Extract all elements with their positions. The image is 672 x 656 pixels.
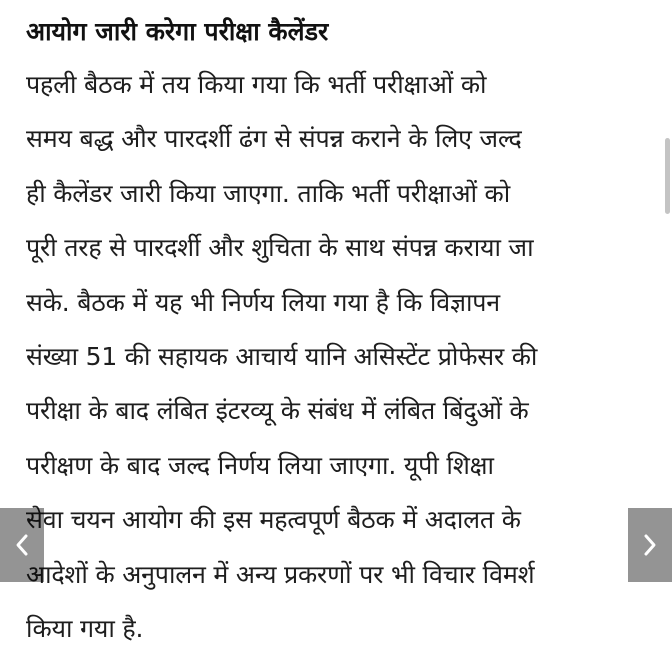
- article-line: परीक्षण के बाद जल्द निर्णय लिया जाएगा. यूपी शिक्षा: [26, 450, 494, 480]
- article: [26, 0, 654, 656]
- article-line: समय बद्ध और पारदर्शी ढंग से संपन्न कराने के लिए जल्द: [26, 124, 522, 154]
- article-heading: आयोग जारी करेगा परीक्षा कैलेंडर: [26, 17, 329, 46]
- article-line: संख्या 51 की सहायक आचार्य यानि असिस्टेंट प्रोफेसर की: [26, 342, 538, 372]
- article-line: पूरी तरह से पारदर्शी और शुचिता के साथ संपन्न कराया जा: [26, 233, 534, 263]
- article-line: किया गया है.: [26, 614, 144, 644]
- article-line: ही कैलेंडर जारी किया जाएगा. ताकि भर्ती परीक्षाओं को: [26, 178, 511, 208]
- article-line: पहली बैठक में तय किया गया कि भर्ती परीक्षाओं को: [26, 70, 487, 99]
- article-line: परीक्षा के बाद लंबित इंटरव्यू के संबंध में लंबित बिंदुओं के: [26, 396, 529, 426]
- article-line: सके. बैठक में यह भी निर्णय लिया गया है कि विज्ञापन: [26, 287, 500, 317]
- article-line: सेवा चयन आयोग की इस महत्वपूर्ण बैठक में अदालत के: [26, 505, 521, 535]
- article-line: आदेशों के अनुपालन में अन्य प्रकरणों पर भी विचार विमर्श: [26, 559, 535, 589]
- article-body: [26, 58, 654, 656]
- scrollbar-thumb[interactable]: [665, 138, 670, 214]
- chevron-right-icon: [641, 530, 659, 560]
- previous-button[interactable]: [0, 508, 44, 582]
- next-button[interactable]: [628, 508, 672, 582]
- chevron-left-icon: [13, 530, 31, 560]
